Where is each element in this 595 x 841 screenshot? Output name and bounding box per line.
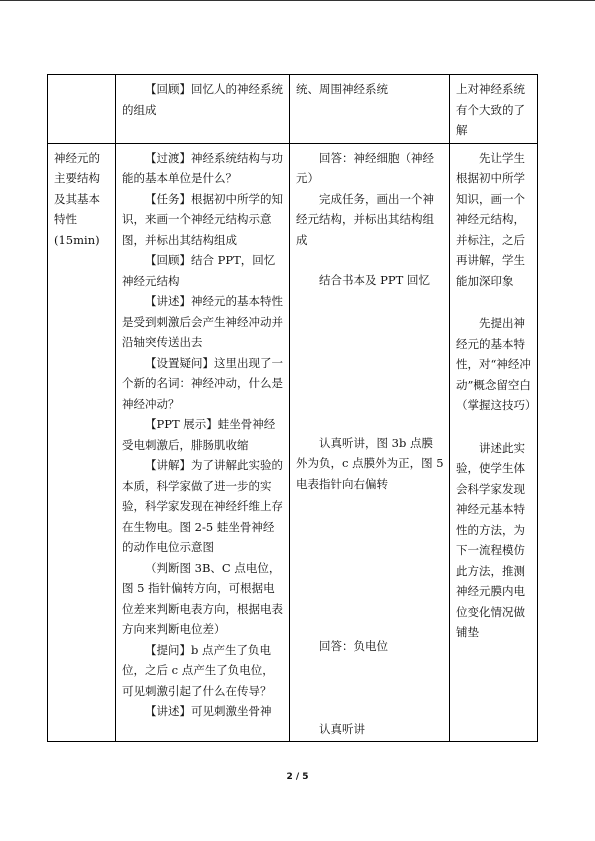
paragraph: 统、周围神经系统 <box>296 82 388 96</box>
paragraph: 认真听讲 <box>319 721 365 736</box>
cell-section <box>48 75 116 144</box>
paragraph: 讲述此实验，使学生体会科学家发现神经元基本特性的方法，为下一流程模仿此方法，推测神经元膜内电位变化情况做铺垫 <box>456 440 525 639</box>
paragraph: 先提出神经元的基本特性，对“神经冲动”概念留空白（掌握这技巧） <box>456 316 537 412</box>
paragraph: 回答：神经细胞（神经元） <box>296 150 434 185</box>
section-duration: (15min) <box>54 232 100 247</box>
paragraph: 【讲解】为了讲解此实验的本质，科学家做了进一步的实验，科学家发现在神经纤维上存在生物电。图 2-5 蛙坐骨神经的动作电位示意图 <box>122 458 283 554</box>
section-line: 主要结构 <box>54 171 100 185</box>
paragraph: 【过渡】神经系统结构与功能的基本单位是什么？ <box>122 150 283 185</box>
paragraph: 【PPT 展示】蛙坐骨神经受电刺激后，腓肠肌收缩 <box>122 417 276 452</box>
cell-section <box>48 143 116 742</box>
page-number: 2 / 5 <box>286 772 309 782</box>
spacer <box>296 657 444 719</box>
paragraph: 回答：负电位 <box>319 639 388 653</box>
paragraph: （判断图 3B、C 点电位，图 5 指针偏转方向，可根据电位差来判断电表方向，根据电表方向来判断电位差） <box>122 560 283 636</box>
paragraph: 【提问】b 点产生了负电位，之后 c 点产生了负电位，可见刺激引起了什么在传导？ <box>122 642 274 698</box>
section-line: 神经元的 <box>54 150 100 165</box>
spacer <box>456 416 532 438</box>
paragraph: 【讲述】可见刺激坐骨神 <box>145 704 272 718</box>
paragraph: 认真听讲，图 3b 点膜外为负，c 点膜外为正，图 5 电表指针向右偏转 <box>296 435 444 491</box>
table-row <box>48 143 538 742</box>
cell-design-intent <box>450 143 538 742</box>
cell-student-activity <box>290 75 450 144</box>
page-top-rule <box>0 0 595 1</box>
cell-teacher-activity <box>116 143 290 742</box>
paragraph: 【回顾】结合 PPT，回忆神经元结构 <box>122 253 276 288</box>
table-row <box>48 75 538 144</box>
spacer <box>456 291 532 313</box>
paragraph: 完成任务，画出一个神经元结构，并标出其结构组成 <box>296 191 434 247</box>
paragraph: 【回顾】回忆人的神经系统的组成 <box>122 82 283 117</box>
paragraph: 【讲述】神经元的基本特性是受到刺激后会产生神经冲动并沿轴突传送出去 <box>122 294 283 349</box>
paragraph: 【设置疑问】这里出现了一个新的名词：神经冲动，什么是神经冲动？ <box>122 355 283 411</box>
section-line: 及其基本 <box>54 191 100 206</box>
paragraph: 先让学生根据初中所学知识，画一个神经元结构，并标注，之后再讲解，学生能加深印象 <box>456 150 525 288</box>
section-line: 特性 <box>54 212 77 226</box>
lesson-plan-table <box>47 74 538 742</box>
spacer <box>296 250 444 270</box>
cell-student-activity <box>290 143 450 742</box>
spacer <box>296 494 444 636</box>
paragraph: 上对神经系统有个大致的了解 <box>456 82 525 137</box>
cell-design-intent <box>450 75 538 144</box>
paragraph: 结合书本及 PPT 回忆 <box>319 273 430 287</box>
paragraph: 【任务】根据初中所学的知识，来画一个神经元结构示意图，并标出其结构组成 <box>122 191 283 247</box>
spacer <box>296 291 444 433</box>
cell-teacher-activity <box>116 75 290 144</box>
